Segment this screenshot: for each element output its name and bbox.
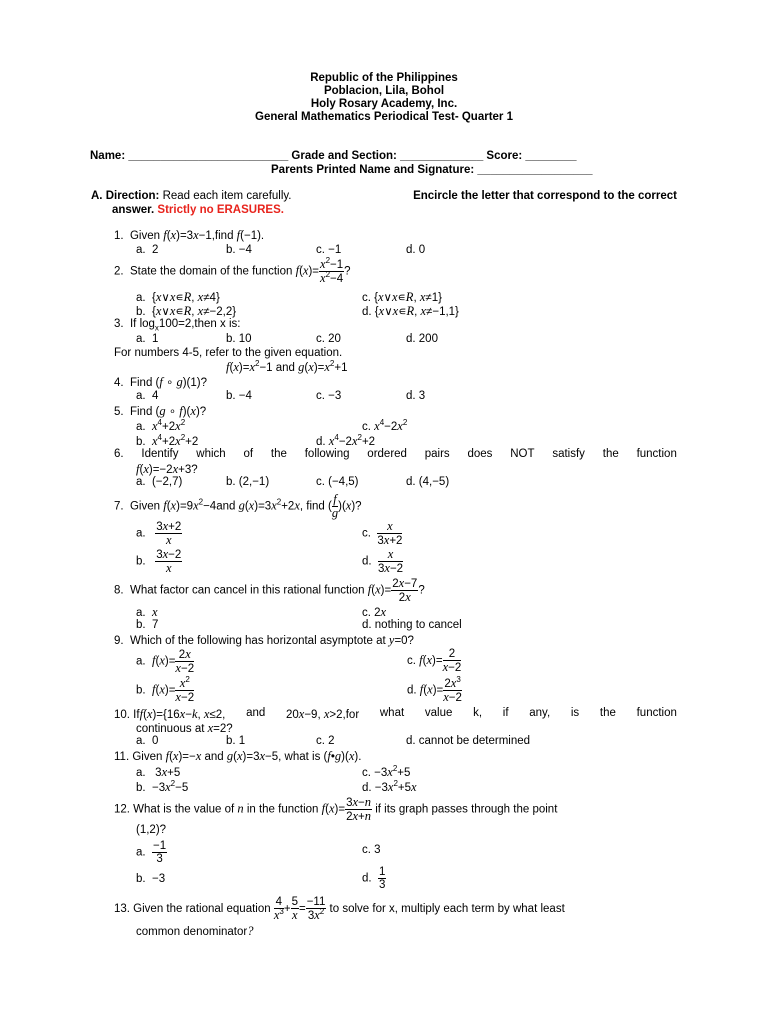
question-3: 3. If $\log_x100=2,then$ x is:	[114, 318, 241, 333]
q9-choice-c: c. f(x)= $\frac{2}{x-2}$	[407, 648, 462, 675]
q12-choice-c: c. 3	[362, 844, 381, 856]
q4-choice-a: a. 4	[136, 390, 159, 402]
q2-choice-a: a. {x∨x∊R, x≠4}	[136, 290, 220, 304]
q9-choice-d: d. f(x)= $\frac{2x^3}{x-2}$	[407, 675, 462, 705]
q1-choice-a: a. 2	[136, 244, 159, 256]
q1-choice-b: b. −4	[226, 244, 252, 256]
q9-choice-b: b. f(x)= $\frac{x^2}{x-2}$	[136, 675, 195, 705]
question-1: 1. Given f(x)=3x−1,find f(−1).	[114, 228, 265, 242]
question-10: 10. Iff(x)={16x−k, x≤2, and 20x−9, x>2,for what value k, if any, is the function	[114, 707, 677, 721]
q12-choice-a: a. $\frac{-1}{3}$	[136, 840, 167, 866]
q1-choice-c: c. −1	[316, 244, 342, 256]
q8-choice-a: a. x	[136, 605, 158, 619]
q10-choice-c: c. 2	[316, 735, 335, 747]
q5-choice-d: d. $x^4-2x^2+2$	[316, 433, 376, 448]
header-address: Poblacion, Lila, Bohol	[323, 85, 445, 97]
question-11: 11. Given f(x)=−x and g(x)=3x−5, what is (f•g)(x).	[114, 749, 362, 763]
q5-choice-a: a. $x^4+2x^2$	[136, 418, 186, 433]
given-equation: $f(x)=x^2-1$ and $g(x)=x^2+1$	[226, 359, 348, 374]
q5-choice-c: c. $x^4-2x^2$	[362, 418, 408, 433]
question-2: 2. State the domain of the function f(x)= $\frac{x^2-1}{x^2-4}$ ?	[114, 256, 351, 286]
question-13: 13. Given the rational equation $\frac{4}{x^3}$ + $\frac{5}{x}$ = $\frac{-11}{3x^2}$ to solve for x, multiply each term by what least	[114, 896, 565, 923]
q10-choice-d: d. cannot be determined	[406, 735, 531, 747]
q11-choice-c: c. $-3x^2+5$	[362, 764, 411, 779]
q9-choice-a: a. f(x)= $\frac{2x}{x-2}$	[136, 647, 195, 676]
q12-continued: (1,2)?	[136, 824, 167, 836]
q10-choice-a: a. 0	[136, 735, 159, 747]
q3-choice-d: d. 200	[406, 333, 438, 345]
question-12: 12. What is the value of n in the function f(x)= $\frac{3x-n}{2x+n}$ if its graph passes through the point	[114, 795, 558, 824]
q2-choice-d: d. {x∨x∊R, x≠−1,1}	[362, 304, 459, 318]
header-test-title: General Mathematics Periodical Test- Quarter 1	[255, 111, 513, 123]
q7-choice-d: d. $\frac{x}{3x-2}$	[362, 547, 404, 576]
q3-choice-a: a. 1	[136, 333, 159, 345]
q4-choice-b: b. −4	[226, 390, 252, 402]
q5-choice-b: b. $x^4+2x^2+2$	[136, 433, 199, 448]
q11-choice-b: b. $-3x^2-5$	[136, 779, 189, 794]
numbers-4-5-note: For numbers 4-5, refer to the given equation.	[114, 347, 343, 359]
direction-text: A. Direction: Read each item carefully. Encircle the letter that correspond to the correct answer. Strictly no ERASURES.	[91, 190, 677, 216]
q2-choice-b: b. {x∨x∊R, x≠−2,2}	[136, 304, 237, 318]
question-8: 8. What factor can cancel in this rational function f(x)= $\frac{2x-7}{2x}$ ?	[114, 576, 425, 605]
q3-choice-b: b. 10	[226, 333, 252, 345]
q8-choice-b: b. 7	[136, 619, 159, 631]
q11-choice-a: a. 3x+5	[136, 765, 181, 779]
q10-continued: continuous at x=2?	[136, 721, 233, 735]
q6-choice-d: d. (4,−5)	[406, 476, 450, 488]
question-5: 5. Find (g ∘ f)(x)?	[114, 404, 207, 418]
header-country: Republic of the Philippines	[310, 72, 458, 84]
q4-choice-c: c. −3	[316, 390, 342, 402]
q8-choice-c: c. 2x	[362, 605, 387, 619]
q12-choice-d: d. $\frac{1}{3}$	[362, 866, 386, 892]
q10-choice-b: b. 1	[226, 735, 246, 747]
q7-choice-b: b. $\frac{3x-2}{x}$	[136, 547, 182, 576]
q11-choice-d: d. $-3x^2+5x$	[362, 779, 417, 794]
question-9: 9. Which of the following has horizontal asymptote at y=0?	[114, 633, 414, 647]
q6-choice-a: a. (−2,7)	[136, 476, 183, 488]
q13-continued: common denominator?	[136, 924, 254, 938]
q12-choice-b: b. −3	[136, 873, 166, 885]
q3-choice-c: c. 20	[316, 333, 341, 345]
q6-function: f(x)=−2x+3?	[136, 462, 198, 476]
header-school: Holy Rosary Academy, Inc.	[310, 98, 458, 110]
q2-choice-c: c. {x∨x∊R, x≠1}	[362, 290, 442, 304]
question-4: 4. Find (f ∘ g)(1)?	[114, 375, 207, 389]
q7-choice-c: c. $\frac{x}{3x+2}$	[362, 519, 403, 548]
q7-choice-a: a. $\frac{3x+2}{x}$	[136, 519, 182, 548]
name-field: Name: _________________________ Grade and Section: _____________ Score: ________	[90, 150, 577, 162]
question-6: 6. Identify which of the following ordered pairs does NOT satisfy the function	[114, 448, 677, 460]
q8-choice-d: d. nothing to cancel	[362, 619, 462, 631]
q6-choice-c: c. (−4,5)	[316, 476, 359, 488]
q6-choice-b: b. (2,−1)	[226, 476, 270, 488]
q4-choice-d: d. 3	[406, 390, 426, 402]
parents-signature-field: Parents Printed Name and Signature: __________________	[271, 164, 593, 176]
question-7: 7. Given $f(x)=9x^2-4and$ $g(x)=3x^2+2x$, find ( $\frac{f}{g}$ )(x)?	[114, 492, 362, 521]
q1-choice-d: d. 0	[406, 244, 426, 256]
